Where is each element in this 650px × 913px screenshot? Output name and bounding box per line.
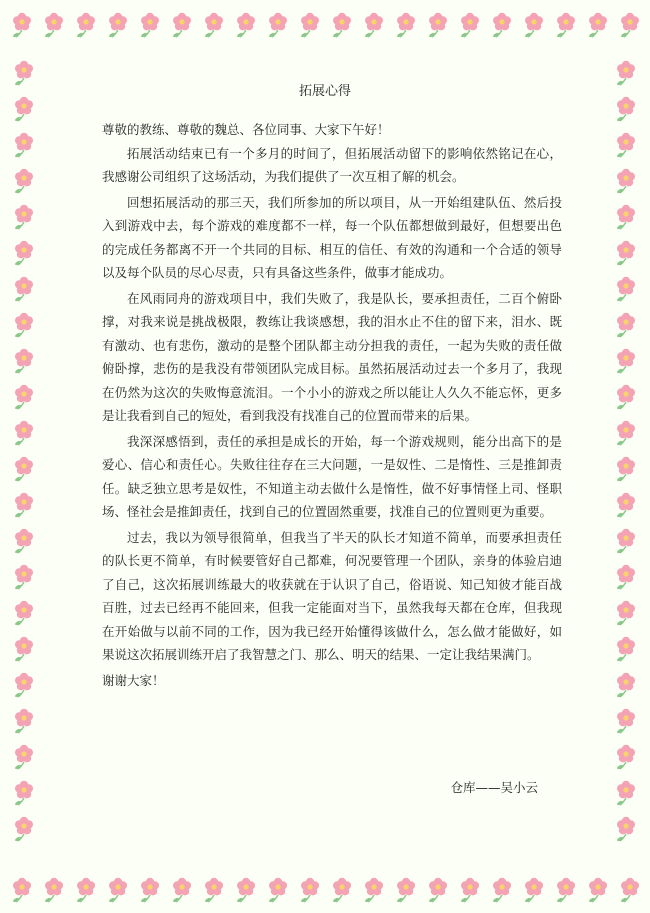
flower-icon	[204, 13, 223, 38]
flower-icon	[460, 13, 479, 38]
flower-icon	[616, 565, 635, 590]
flower-icon	[12, 13, 31, 38]
flower-icon	[14, 637, 33, 662]
flower-icon	[616, 241, 635, 266]
flower-icon	[44, 878, 63, 903]
flower-icon	[556, 878, 575, 903]
flower-icon	[14, 529, 33, 554]
flower-icon	[616, 97, 635, 122]
flower-icon	[108, 878, 127, 903]
flower-icon	[492, 13, 511, 38]
flower-icon	[14, 493, 33, 518]
flower-icon	[616, 205, 635, 230]
closing: 谢谢大家！	[102, 672, 165, 688]
flower-icon	[396, 878, 415, 903]
flower-icon	[14, 349, 33, 374]
flower-icon	[616, 277, 635, 302]
flower-icon	[524, 878, 543, 903]
flower-icon	[14, 277, 33, 302]
document-title: 拓展心得	[298, 84, 351, 99]
flower-icon	[14, 457, 33, 482]
flower-icon	[14, 745, 33, 770]
flower-icon	[14, 205, 33, 230]
flower-icon	[428, 878, 447, 903]
flower-icon	[616, 529, 635, 554]
flower-icon	[140, 878, 159, 903]
flower-icon	[14, 781, 33, 806]
flower-icon	[14, 61, 33, 86]
flower-icon	[14, 385, 33, 410]
flower-icon	[492, 878, 511, 903]
flower-icon	[268, 878, 287, 903]
flower-icon	[332, 13, 351, 38]
paragraph: 在风雨同舟的游戏项目中，我们失败了，我是队长，要承担责任，二百个俯卧撑，对我来说是挑战极限，教练让我谈感想，我的泪水止不住的留下来，泪水、既有激动、也有悲伤，激动的是整个团队都主动分担我的责任，一起为失败的责任做俯卧撑，悲伤的是我没有带领团队完成目标。虽然拓展活动过去一个多月了，我现在仍然为这次的失败悔意流泪。一个小小的游戏之所以能让人久久不能忘怀，更多是让我看到自己的短处，看到我没有找准自己的位置而带来的后果。	[102, 290, 562, 423]
letter-body	[102, 118, 562, 692]
flower-icon	[616, 169, 635, 194]
flower-icon	[396, 13, 415, 38]
flower-icon	[620, 878, 639, 903]
paragraph: 过去，我以为领导很简单，但我当了半天的队长才知道不简单，而要承担责任的队长更不简单，有时候要管好自己都难，何况要管理一个团队，亲身的体验启迪了自己，这次拓展训练最大的收获就在于认识了自己，俗语说、知己知彼才能百战百胜，过去已经再不能回来，但我一定能面对当下，虽然我每天都在仓库，但我现在开始做与以前不同的工作，因为我已经开始懂得该做什么，怎么做才能做好，如果说这次拓展训练开启了我智慧之门、那么、明天的结果、一定让我结果满门。	[102, 529, 562, 662]
flower-icon	[268, 13, 287, 38]
greeting: 尊敬的教练、尊敬的魏总、各位同事、大家下午好！	[102, 122, 390, 137]
flower-icon	[616, 61, 635, 86]
flower-icon	[76, 878, 95, 903]
flower-icon	[616, 781, 635, 806]
flower-icon	[14, 313, 33, 338]
flower-icon	[14, 709, 33, 734]
flower-icon	[616, 601, 635, 626]
flower-icon	[616, 385, 635, 410]
flower-icon	[14, 133, 33, 158]
flower-icon	[616, 457, 635, 482]
flower-icon	[300, 13, 319, 38]
flower-icon	[172, 13, 191, 38]
flower-icon	[108, 13, 127, 38]
flower-icon	[620, 13, 639, 38]
flower-icon	[172, 878, 191, 903]
flower-icon	[616, 817, 635, 842]
flower-icon	[14, 601, 33, 626]
flower-icon	[616, 349, 635, 374]
flower-icon	[364, 13, 383, 38]
flower-icon	[588, 878, 607, 903]
paragraph: 我深深感悟到，责任的承担是成长的开始，每一个游戏规则，能分出高下的是爱心、信心和责任心。失败往往存在三大问题，一是奴性、二是惰性、三是推卸责任。缺乏独立思考是奴性，不知道主动去做什么是惰性，做不好事情怪上司、怪职场、怪社会是推卸责任，找到自己的位置固然重要，找准自己的位置则更为重要。	[102, 433, 562, 519]
flower-icon	[556, 13, 575, 38]
flower-icon	[14, 241, 33, 266]
flower-icon	[616, 745, 635, 770]
flower-icon	[616, 313, 635, 338]
flower-icon	[616, 493, 635, 518]
flower-icon	[12, 878, 31, 903]
flower-icon	[14, 565, 33, 590]
flower-icon	[14, 97, 33, 122]
flower-icon	[364, 878, 383, 903]
flower-icon	[14, 817, 33, 842]
flower-icon	[76, 13, 95, 38]
flower-icon	[616, 637, 635, 662]
flower-icon	[14, 169, 33, 194]
flower-icon	[300, 878, 319, 903]
flower-icon	[616, 421, 635, 446]
paragraph: 拓展活动结束已有一个多月的时间了，但拓展活动留下的影响依然铭记在心，我感谢公司组织了这场活动，为我们提供了一次互相了解的机会。	[102, 145, 562, 184]
flower-icon	[460, 878, 479, 903]
paragraph: 回想拓展活动的那三天，我们所参加的所以项目，从一开始组建队伍、然后投入到游戏中去，每个游戏的难度都不一样，每一个队伍都想做到最好，但想要出色的完成任务都离不开一个共同的目标、相互的信任、有效的沟通和一个合适的领导以及每个队员的尽心尽责，只有具备这些条件，做事才能成功。	[102, 194, 562, 280]
flower-icon	[616, 133, 635, 158]
flower-icon	[588, 13, 607, 38]
flower-icon	[140, 13, 159, 38]
flower-icon	[616, 673, 635, 698]
flower-icon	[616, 709, 635, 734]
flower-icon	[14, 421, 33, 446]
flower-icon	[14, 673, 33, 698]
flower-icon	[332, 878, 351, 903]
flower-icon	[236, 878, 255, 903]
flower-icon	[428, 13, 447, 38]
flower-icon	[524, 13, 543, 38]
flower-icon	[44, 13, 63, 38]
flower-icon	[204, 878, 223, 903]
letter-content	[52, 60, 598, 850]
signature: 仓库——吴小云	[450, 780, 538, 795]
flower-icon	[236, 13, 255, 38]
